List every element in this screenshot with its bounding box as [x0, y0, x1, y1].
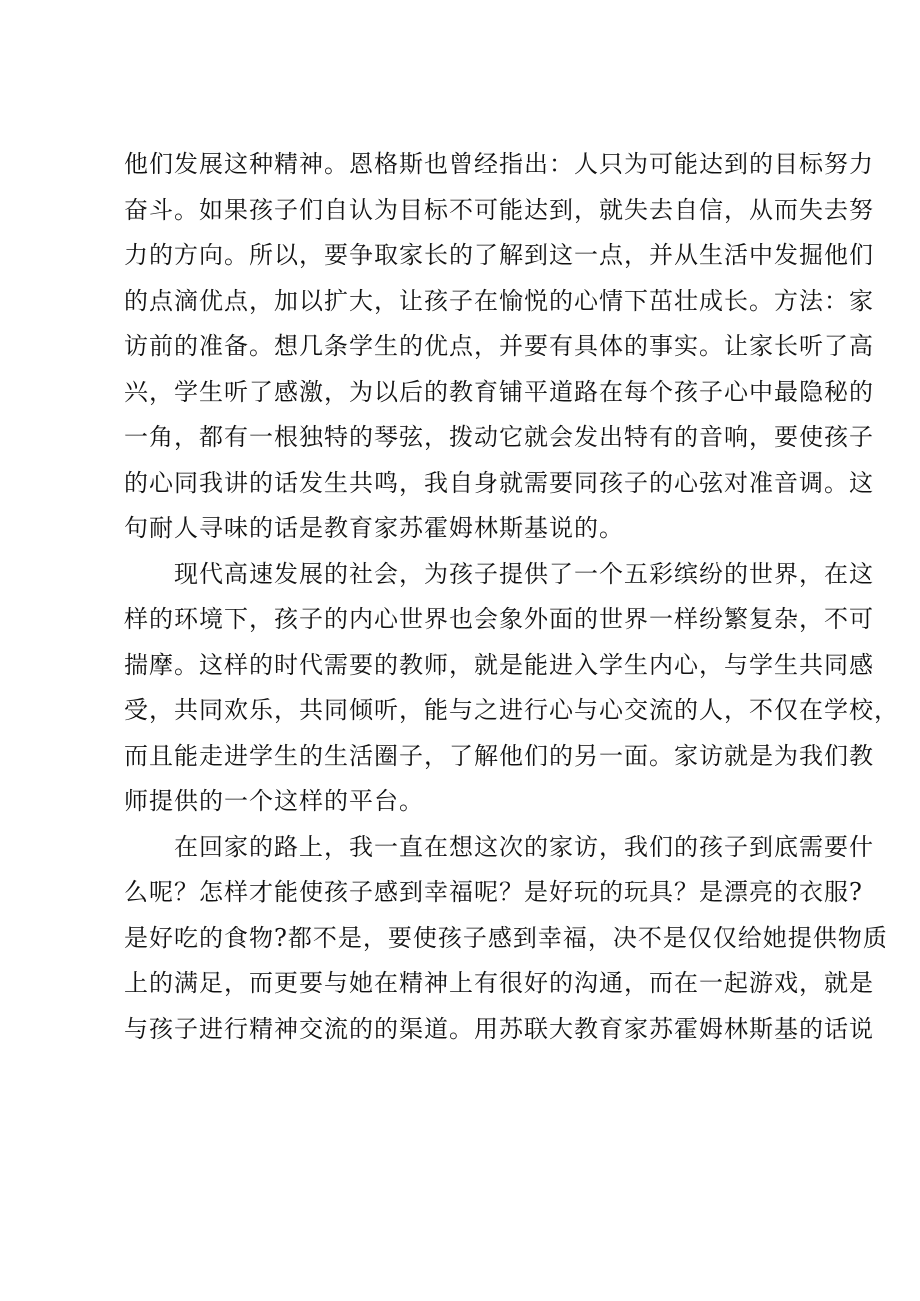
- text-line: 奋斗。如果孩子们自认为目标不可能达到，就失去自信，从而失去努: [124, 195, 874, 224]
- text-line: 受，共同欢乐，共同倾听，能与之进行心与心交流的人，不仅在学校，: [124, 696, 899, 724]
- text-line: 兴，学生听了感激，为以后的教育铺平道路在每个孩子心中最隐秘的: [124, 377, 874, 406]
- text-line: 与孩子进行精神交流的的渠道。用苏联大教育家苏霍姆林斯基的话说: [124, 1014, 874, 1043]
- text-line: 么呢？怎样才能使孩子感到幸福呢？是好玩的玩具？是漂亮的衣服?: [124, 878, 863, 906]
- text-line: 一角，都有一根独特的琴弦，拨动它就会发出特有的音响，要使孩子: [124, 423, 874, 451]
- text-line: 揣摩。这样的时代需要的教师，就是能进入学生内心，与学生共同感: [124, 650, 874, 679]
- text-line: 现代高速发展的社会，为孩子提供了一个五彩缤纷的世界，在这: [124, 559, 874, 588]
- text-line: 访前的准备。想几条学生的优点，并要有具体的事实。让家长听了高: [124, 332, 874, 360]
- text-line: 在回家的路上，我一直在想这次的家访，我们的孩子到底需要什: [124, 832, 874, 861]
- text-line: 样的环境下，孩子的内心世界也会象外面的世界一样纷繁复杂，不可: [124, 605, 874, 633]
- paragraph-3: [124, 825, 888, 1053]
- paragraph-1: [124, 142, 874, 552]
- paragraph-2: [124, 552, 899, 825]
- text-line: 的点滴优点，加以扩大，让孩子在愉悦的心情下茁壮成长。方法：家: [124, 286, 874, 315]
- text-line: 上的满足，而更要与她在精神上有很好的沟通，而在一起游戏，就是: [124, 969, 874, 997]
- text-line: 而且能走进学生的生活圈子，了解他们的另一面。家访就是为我们教: [124, 741, 874, 770]
- text-line: 力的方向。所以，要争取家长的了解到这一点，并从生活中发掘他们: [124, 241, 874, 269]
- text-line: 师提供的一个这样的平台。: [124, 787, 424, 815]
- text-line: 的心同我讲的话发生共鸣，我自身就需要同孩子的心弦对准音调。这: [124, 468, 874, 497]
- text-line: 是好吃的食物?都不是，要使孩子感到幸福，决不是仅仅给她提供物质: [124, 923, 888, 952]
- text-line: 他们发展这种精神。恩格斯也曾经指出：人只为可能达到的目标努力: [124, 150, 874, 178]
- document-body: [124, 142, 899, 1052]
- text-line: 句耐人寻味的话是教育家苏霍姆林斯基说的。: [124, 514, 624, 542]
